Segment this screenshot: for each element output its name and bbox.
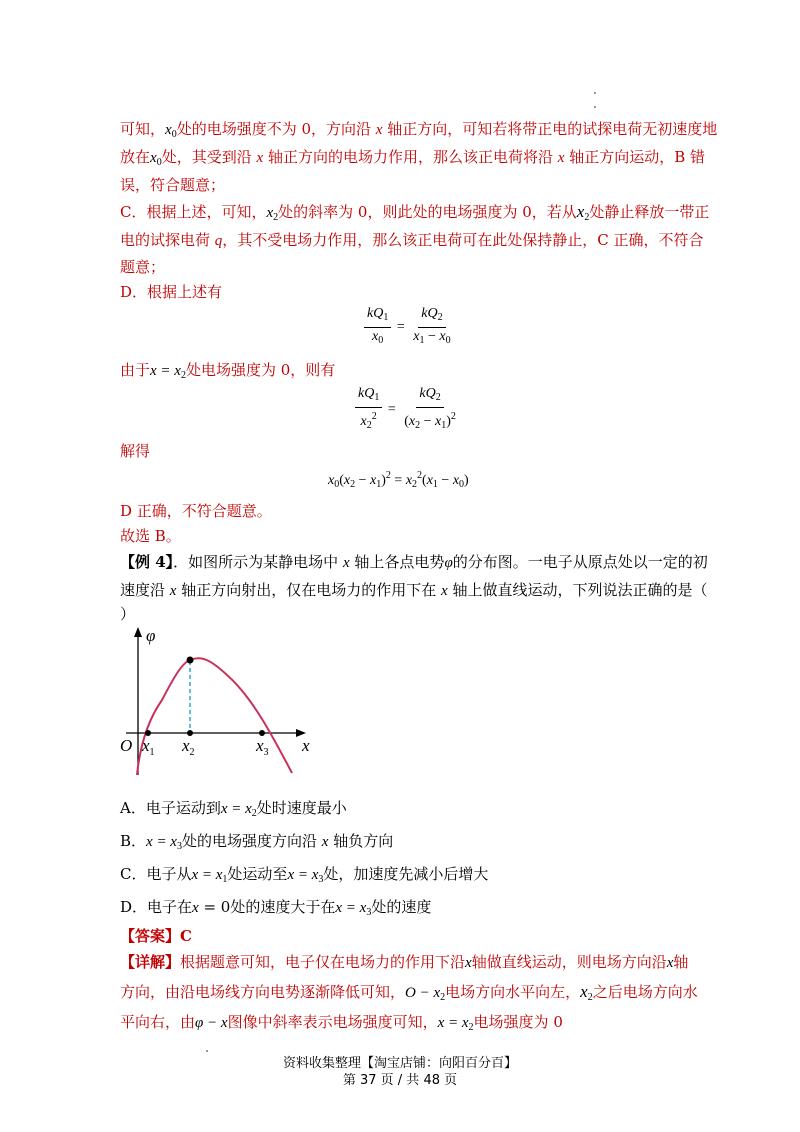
paraD-line2: 由于$x = x_2$处电场强度为 0，则有: [120, 361, 336, 381]
paraD-line3: 解得: [120, 442, 151, 460]
paraD-line5: 故选 B。: [120, 527, 181, 545]
formula-1: $\frac{kQ_1}{x_0}$ = $\frac{kQ_2}{x_1 - x_0}$: [362, 306, 456, 349]
potential-graph: [112, 625, 322, 780]
formula-3: $x_0(x_2 - x_1)^2 = x_2^2(x_1 - x_0)$: [328, 470, 469, 490]
x-axis-label: x: [302, 736, 310, 755]
paraC-line3: 题意；: [120, 258, 166, 276]
paraC-line1: C．根据上述，可知，$x_2$处的斜率为 0，则此处的电场强度为 0，若从$x_2$处静止释放一带正: [120, 202, 710, 223]
footer-source: 资料收集整理【淘宝店铺：向阳百分百】: [282, 1056, 517, 1071]
option-a: A．电子运动到$x = x_2$处时速度最小: [120, 799, 347, 819]
formula-2: $\frac{kQ_1}{x_2^2}$ = $\frac{kQ_2}{(x_2 - x_1)^2}$: [353, 386, 461, 434]
origin-label: O: [120, 736, 133, 755]
paraD-line1: D．根据上述有: [120, 283, 223, 301]
example-line3: ）: [120, 605, 136, 623]
example-line1: 【例 4】．如图所示为某静电场中 x 轴上各点电势φ的分布图。一电子从原点处以一定的初: [120, 553, 708, 571]
option-d: D．电子在x = 0处的速度大于在$x = x_3$处的速度: [120, 898, 432, 918]
option-c: C．电子从$x = x_1$处运动至$x = x_3$处，加速度先减小后增大: [120, 865, 489, 885]
tick-label-x2: $x_2$: [182, 736, 195, 758]
para1-line3: 误，符合题意；: [120, 176, 226, 194]
paraC-line2: 电的试探电荷 q，其不受电场力作用，那么该正电荷可在此处保持静止，C 正确，不符合: [120, 231, 704, 249]
para1-line2: 放在$x_0$处，其受到沿 x 轴正方向的电场力作用，那么该正电荷将沿 x 轴正方向运动，B 错: [120, 148, 705, 168]
para1-line1: 可知，$x_0$处的电场强度不为 0，方向沿 x 轴正方向，可知若将带正电的试探电荷无初速度地: [120, 120, 718, 140]
example-line2: 速度沿 x 轴正方向射出，仅在电场力的作用下在 x 轴上做直线运动，下列说法正确的是（: [120, 581, 708, 599]
option-b: B．$x = x_3$处的电场强度方向沿 x 轴负方向: [120, 832, 394, 852]
detail-line3: 平向右，由φ − x图像中斜率表示电场强度可知，$x = x_2$电场强度为 0: [120, 1013, 563, 1033]
y-axis-arrow: [134, 627, 142, 637]
stray-dot: [594, 106, 596, 108]
tick-label-x3: $x_3$: [256, 736, 269, 758]
peak-dot: [187, 657, 194, 664]
paraD-line4: D 正确，不符合题意。: [120, 502, 272, 520]
tick-label-x1: $x_1$: [142, 736, 155, 758]
footer-page-number: 第 37 页 / 共 48 页: [342, 1073, 458, 1088]
potential-curve: [137, 658, 292, 775]
detail-line1: 【详解】根据题意可知，电子仅在电场力的作用下沿x轴做直线运动，则电场方向沿x轴: [120, 953, 689, 971]
answer-line: 【答案】C: [120, 927, 192, 945]
detail-line2: 方向，由沿电场线方向电势逐渐降低可知，$O - x_2$电场方向水平向左，$x_2$之后电场方向水: [120, 982, 698, 1003]
stray-dot: [594, 92, 596, 94]
y-axis-label: φ: [146, 626, 156, 645]
